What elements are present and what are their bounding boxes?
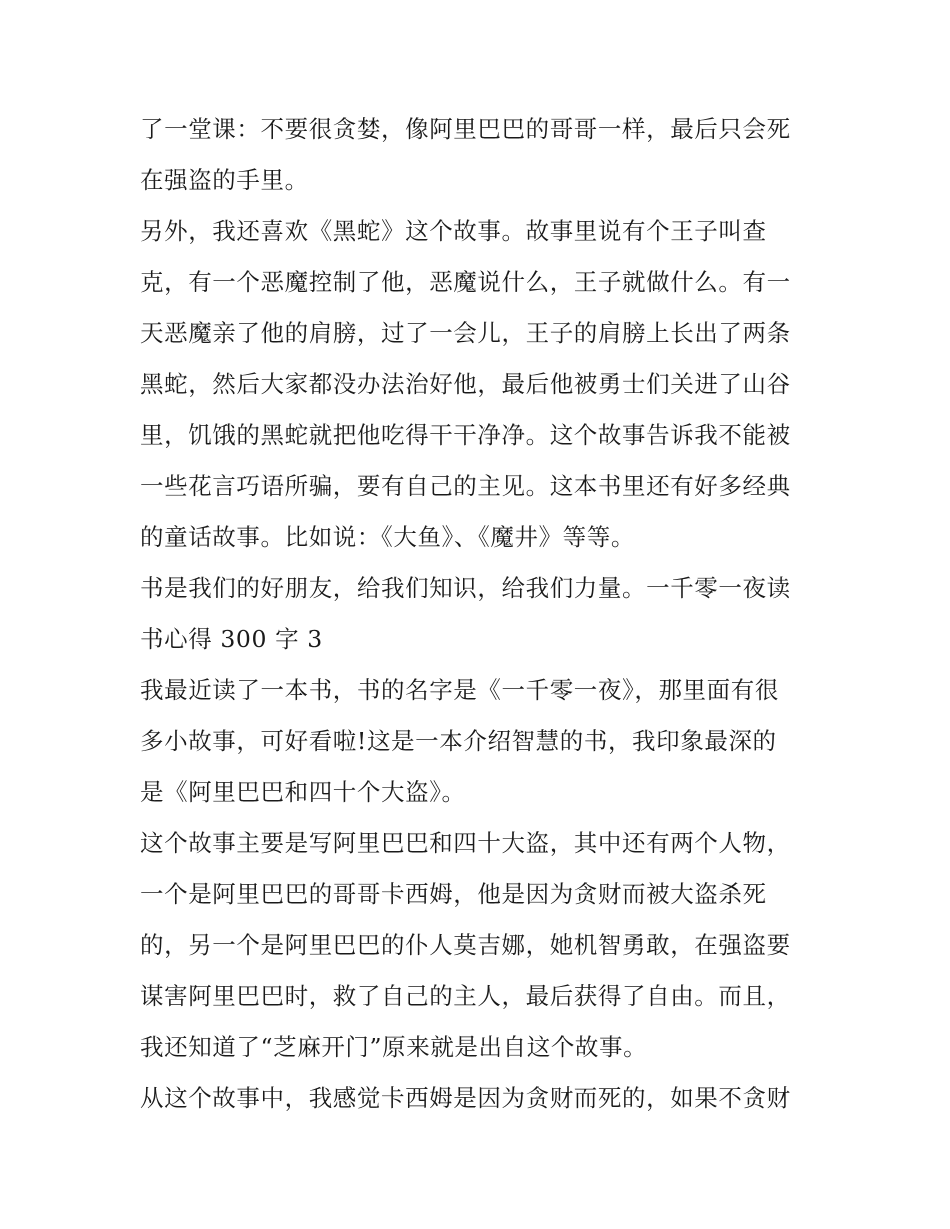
text-line: 在强盗的手里。	[140, 166, 309, 194]
text-line: 天恶魔亲了他的肩膀，过了一会儿，王子的肩膀上长出了两条	[140, 319, 791, 347]
text-line: 是《阿里巴巴和四十个大盗》。	[140, 778, 466, 806]
text-line: 克，有一个恶魔控制了他，恶魔说什么，王子就做什么。有一	[140, 268, 791, 296]
text-line: 一个是阿里巴巴的哥哥卡西姆，他是因为贪财而被大盗杀死	[140, 880, 767, 908]
text-line: 我最近读了一本书，书的名字是《一千零一夜》，那里面有很	[140, 676, 779, 704]
text-line: 的，另一个是阿里巴巴的仆人莫吉娜，她机智勇敢，在强盗要	[140, 931, 791, 959]
text-line: 了一堂课：不要很贪婪，像阿里巴巴的哥哥一样，最后只会死	[140, 115, 791, 143]
text-line: 从这个故事中，我感觉卡西姆是因为贪财而死的，如果不贪财	[140, 1084, 791, 1112]
text-line: 书是我们的好朋友，给我们知识，给我们力量。一千零一夜读	[140, 574, 791, 602]
text-line: 黑蛇，然后大家都没办法治好他，最后他被勇士们关进了山谷	[140, 370, 791, 398]
text-line: 一些花言巧语所骗，要有自己的主见。这本书里还有好多经典	[140, 472, 791, 500]
text-line: 多小故事，可好看啦!这是一本介绍智慧的书，我印象最深的	[140, 727, 777, 755]
text-line: 另外，我还喜欢《黑蛇》这个故事。故事里说有个王子叫查	[140, 217, 767, 245]
text-line: 里，饥饿的黑蛇就把他吃得干干净净。这个故事告诉我不能被	[140, 421, 791, 449]
text-line: 谋害阿里巴巴时，救了自己的主人，最后获得了自由。而且，	[140, 982, 791, 1010]
text-line: 我还知道了“芝麻开门”原来就是出自这个故事。	[140, 1033, 648, 1061]
section-title: 书心得 300 字 3	[140, 625, 323, 653]
text-line: 这个故事主要是写阿里巴巴和四十大盗，其中还有两个人物，	[140, 829, 791, 857]
text-line: 的童话故事。比如说：《大鱼》、《魔井》等等。	[140, 523, 635, 551]
document-body	[140, 104, 820, 1124]
